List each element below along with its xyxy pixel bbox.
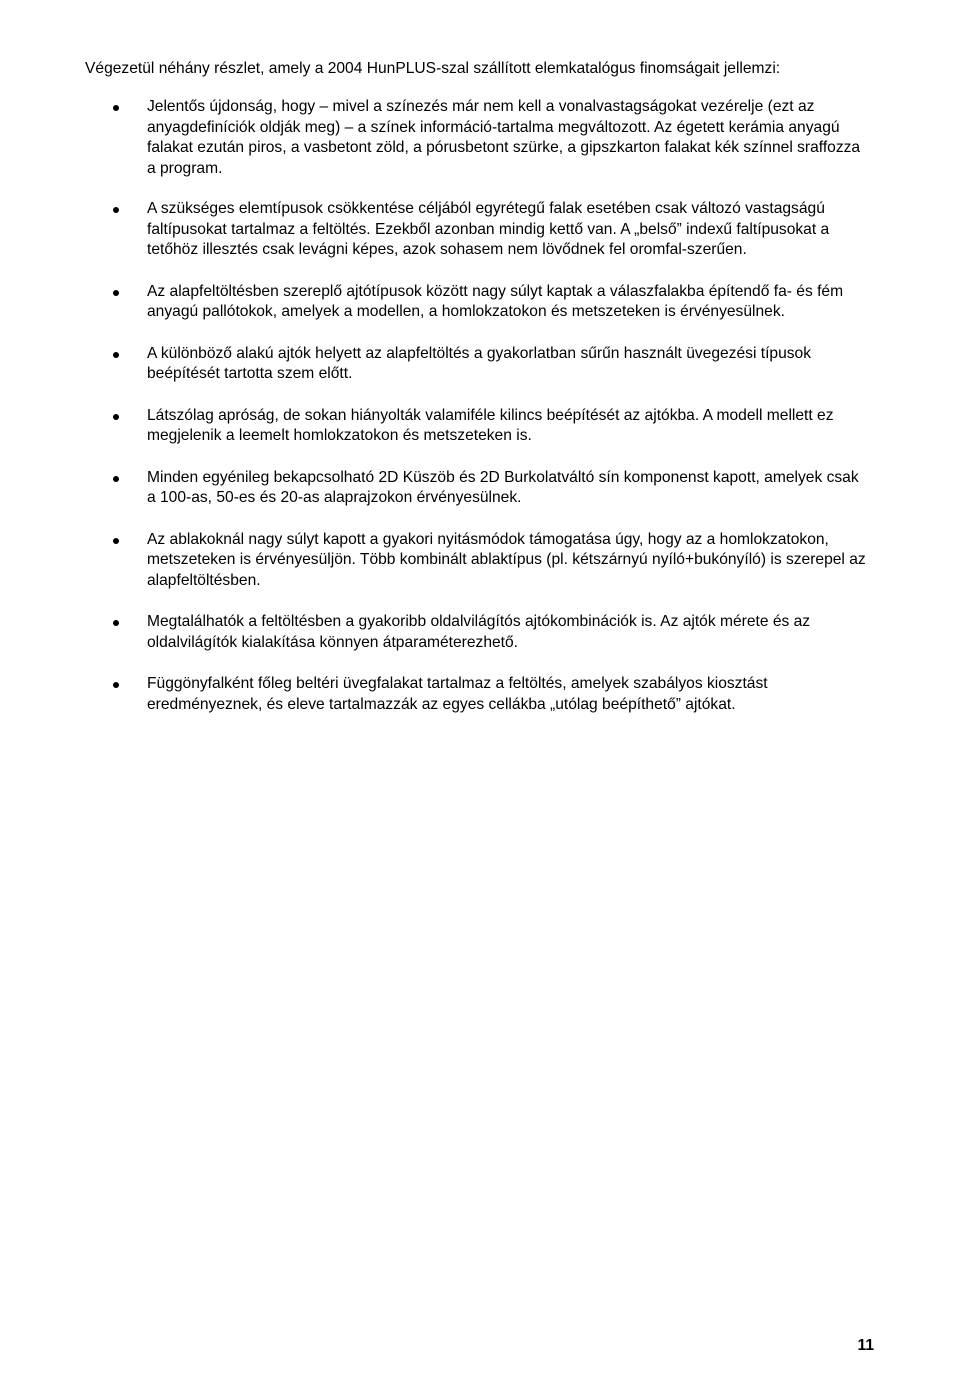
bullet-icon (113, 105, 119, 111)
list-item (0, 406, 869, 447)
list-item-text: Megtalálhatók a feltöltésben a gyakoribb oldalvilágítós ajtókombinációk is. Az ajtók mérete és az oldalvilágítók kialakítása könnyen átparaméterezhető. (147, 613, 811, 651)
list-item (0, 199, 869, 261)
list-item (0, 530, 869, 592)
list-item (0, 97, 869, 179)
list-item-text: Látszólag apróság, de sokan hiányolták valamiféle kilincs beépítését az ajtókba. A modell mellett ez megjelenik a leemelt homlokzatokon és metszeteken is. (147, 406, 834, 444)
page-number: 11 (857, 1337, 874, 1354)
bullet-list (0, 97, 960, 736)
bullet-icon (113, 620, 119, 626)
intro-paragraph: Végezetül néhány részlet, amely a 2004 HunPLUS-szal szállított elemkatalógus finomságait jellemzi: (85, 60, 781, 77)
list-item (0, 612, 869, 653)
list-item-text: Az alapfeltöltésben szereplő ajtótípusok között nagy súlyt kaptak a válaszfalakba építendő fa- és fém anyagú pallótokok, amelyek a modellen, a homlokzatokon és metszeteken is érvényesülnek. (147, 282, 844, 320)
list-item (0, 344, 869, 385)
list-item (0, 468, 869, 509)
list-item (0, 282, 869, 323)
list-item-text: Minden egyénileg bekapcsolható 2D Küszöb és 2D Burkolatváltó sín komponenst kapott, amelyek csak a 100-as, 50-es és 20-as alaprajzokon érvényesülnek. (147, 468, 859, 506)
bullet-icon (113, 352, 119, 358)
bullet-icon (113, 207, 119, 213)
list-item-text: A különböző alakú ajtók helyett az alapfeltöltés a gyakorlatban sűrűn használt üvegezési típusok beépítését tartotta szem előtt. (147, 344, 812, 382)
bullet-icon (113, 290, 119, 296)
bullet-icon (113, 476, 119, 482)
bullet-icon (113, 682, 119, 688)
list-item-text: Jelentős újdonság, hogy – mivel a színezés már nem kell a vonalvastagságokat vezérelje (ezt az anyagdefiníciók oldják meg) – a színek információ-tartalma megváltozott. Az égetett kerámia anyagú falakat ezután piros, a vasbetont zöld, a pórusbetont szürke, a gipszkarton falakat kék színnel sraffozza a program. (147, 98, 861, 177)
bullet-icon (113, 538, 119, 544)
list-item (0, 674, 869, 715)
list-item-text: Függönyfalként főleg beltéri üvegfalakat tartalmaz a feltöltés, amelyek szabályos kiosztást eredményeznek, és eleve tartalmazzák az egyes cellákba „utólag beépíthető” ajtókat. (147, 675, 768, 713)
list-item-text: Az ablakoknál nagy súlyt kapott a gyakori nyitásmódok támogatása úgy, hogy az a homlokzatokon, metszeteken is érvényesüljön. Több kombinált ablaktípus (pl. kétszárnyú nyíló+bukónyíló) is szerepel az alapfeltöltésben. (147, 530, 866, 589)
bullet-icon (113, 414, 119, 420)
list-item-text: A szükséges elemtípusok csökkentése céljából egyrétegű falak esetében csak változó vastagságú faltípusokat tartalmaz a feltöltés. Ezekből azonban mindig kettő van. A „belső” indexű faltípusokat a tetőhöz illesztés csak levágni képes, azok sohasem nem lövődnek fel oromfal-szerűen. (147, 200, 830, 258)
